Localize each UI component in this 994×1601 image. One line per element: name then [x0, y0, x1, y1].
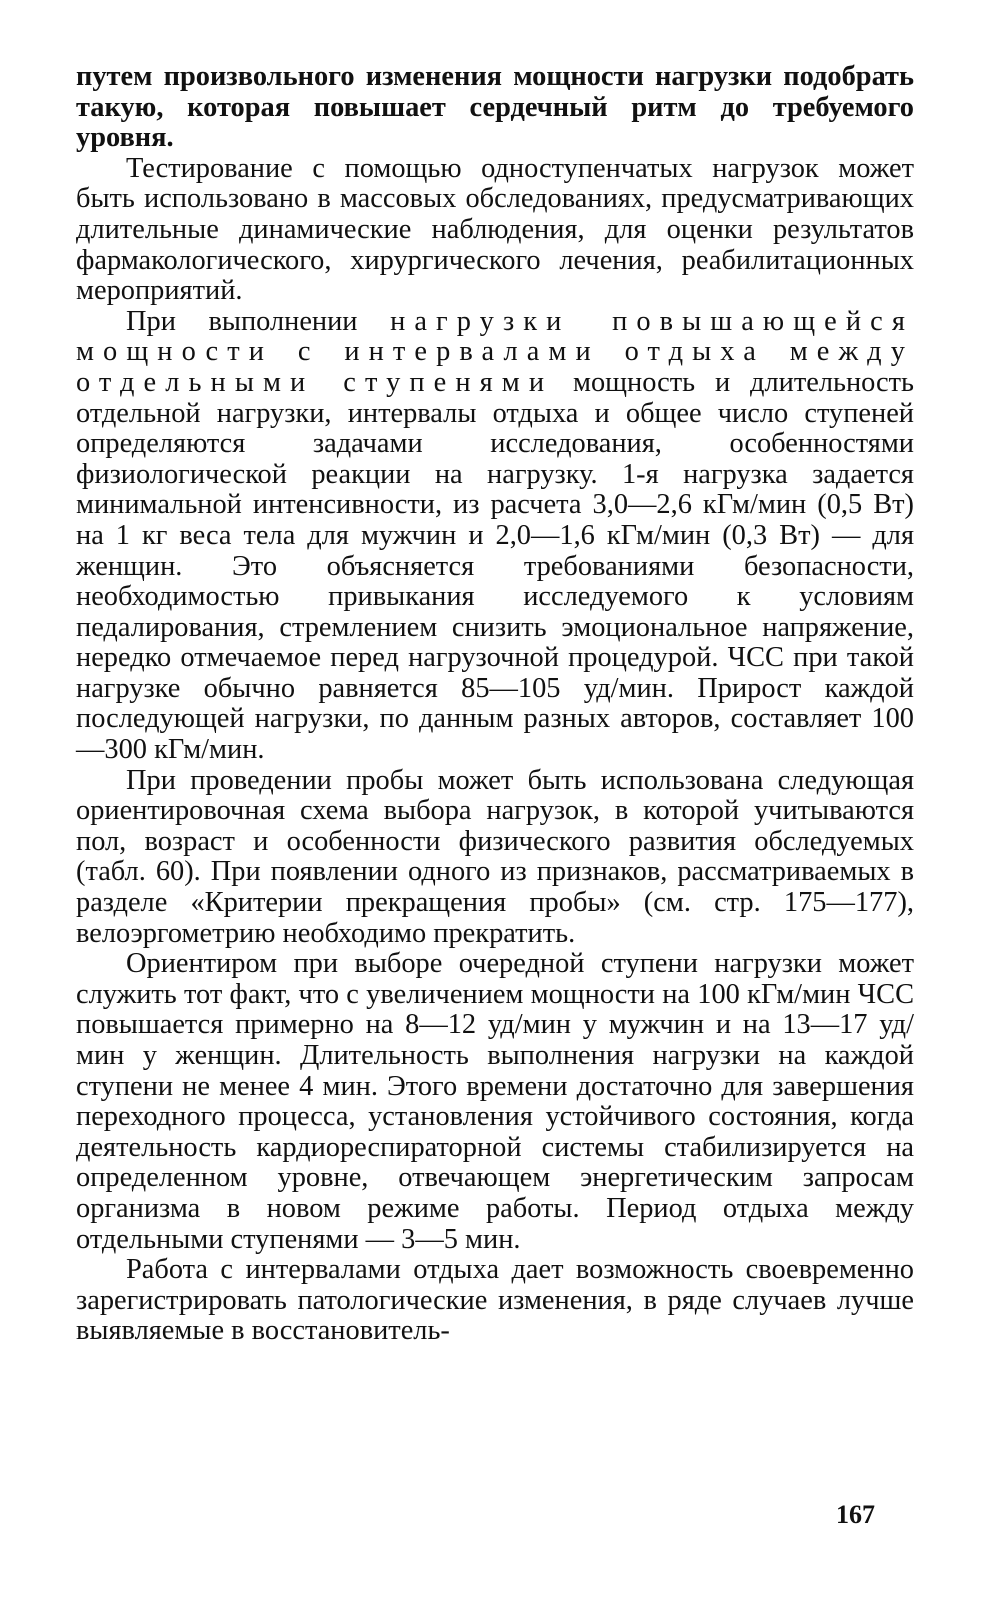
page-text-block	[76, 62, 914, 1347]
paragraph-6: Работа с интервалами отдыха дает возможность своевременно зарегистрировать патологические изменения, в ряде случаев лучше выявляемые в восстановитель-	[76, 1254, 914, 1347]
paragraph-4: При проведении пробы может быть использована следующая ориентировочная схема выбора нагрузок, в которой учитываются пол, возраст и особенности физического развития обследуемых (табл. 60). При появлении одного из признаков, рассматриваемых в разделе «Критерии прекращения пробы» (см. стр. 175—177), велоэргометрию необходимо прекратить.	[76, 764, 914, 949]
paragraph-1: путем произвольного изменения мощности нагрузки подобрать такую, которая повышает сердечный ритм до требуемого уровня.	[76, 61, 914, 154]
paragraph-5: Ориентиром при выборе очередной ступени нагрузки может служить тот факт, что с увеличением мощности на 100 кГм/мин ЧСС повышается примерно на 8—12 уд/мин у мужчин и на 13—17 уд/мин у женщин. Длительность выполнения нагрузки на каждой ступени не менее 4 мин. Этого времени достаточно для завершения переходного процесса, установления устойчивого состояния, когда деятельность кардиореспираторной системы стабилизируется на определенном уровне, отвечающем энергетическим запросам организма в новом режиме работы. Период отдыха между отдельными ступенями — 3—5 мин.	[76, 948, 914, 1255]
paragraph-3-lead: При выполнении	[126, 305, 391, 337]
paragraph-3-rest: мощность и длительность отдельной нагрузки, интервалы отдыха и общее число ступеней определяются задачами исследования, особенностями физиологической реакции на нагрузку. 1-я нагрузка задается минимальной интенсивности, из расчета 3,0—2,6 кГм/мин (0,5 Вт) на 1 кг веса тела для мужчин и 2,0—1,6 кГм/мин (0,3 Вт) — для женщин. Это объясняется требованиями безопасности, необходимостью привыкания исследуемого к условиям педалирования, стремлением снизить эмоциональное напряжение, нередко отмечаемое перед нагрузочной процедурой. ЧСС при такой нагрузке обычно равняется 85—105 уд/мин. Прирост каждой последующей нагрузки, по данным разных авторов, составляет 100—300 кГм/мин.	[76, 366, 914, 766]
page-number: 167	[836, 1500, 875, 1529]
paragraph-3	[76, 307, 914, 766]
paragraph-3-spaced-emphasis: нагрузки повышающейся мощности с интервалами отдыха между отдельными ступенями	[76, 305, 914, 398]
paragraph-2: Тестирование с помощью одноступенчатых нагрузок может быть использовано в массовых обследованиях, предусматривающих длительные динамические наблюдения, для оценки результатов фармакологического, хирургического лечения, реабилитационных мероприятий.	[76, 152, 914, 307]
